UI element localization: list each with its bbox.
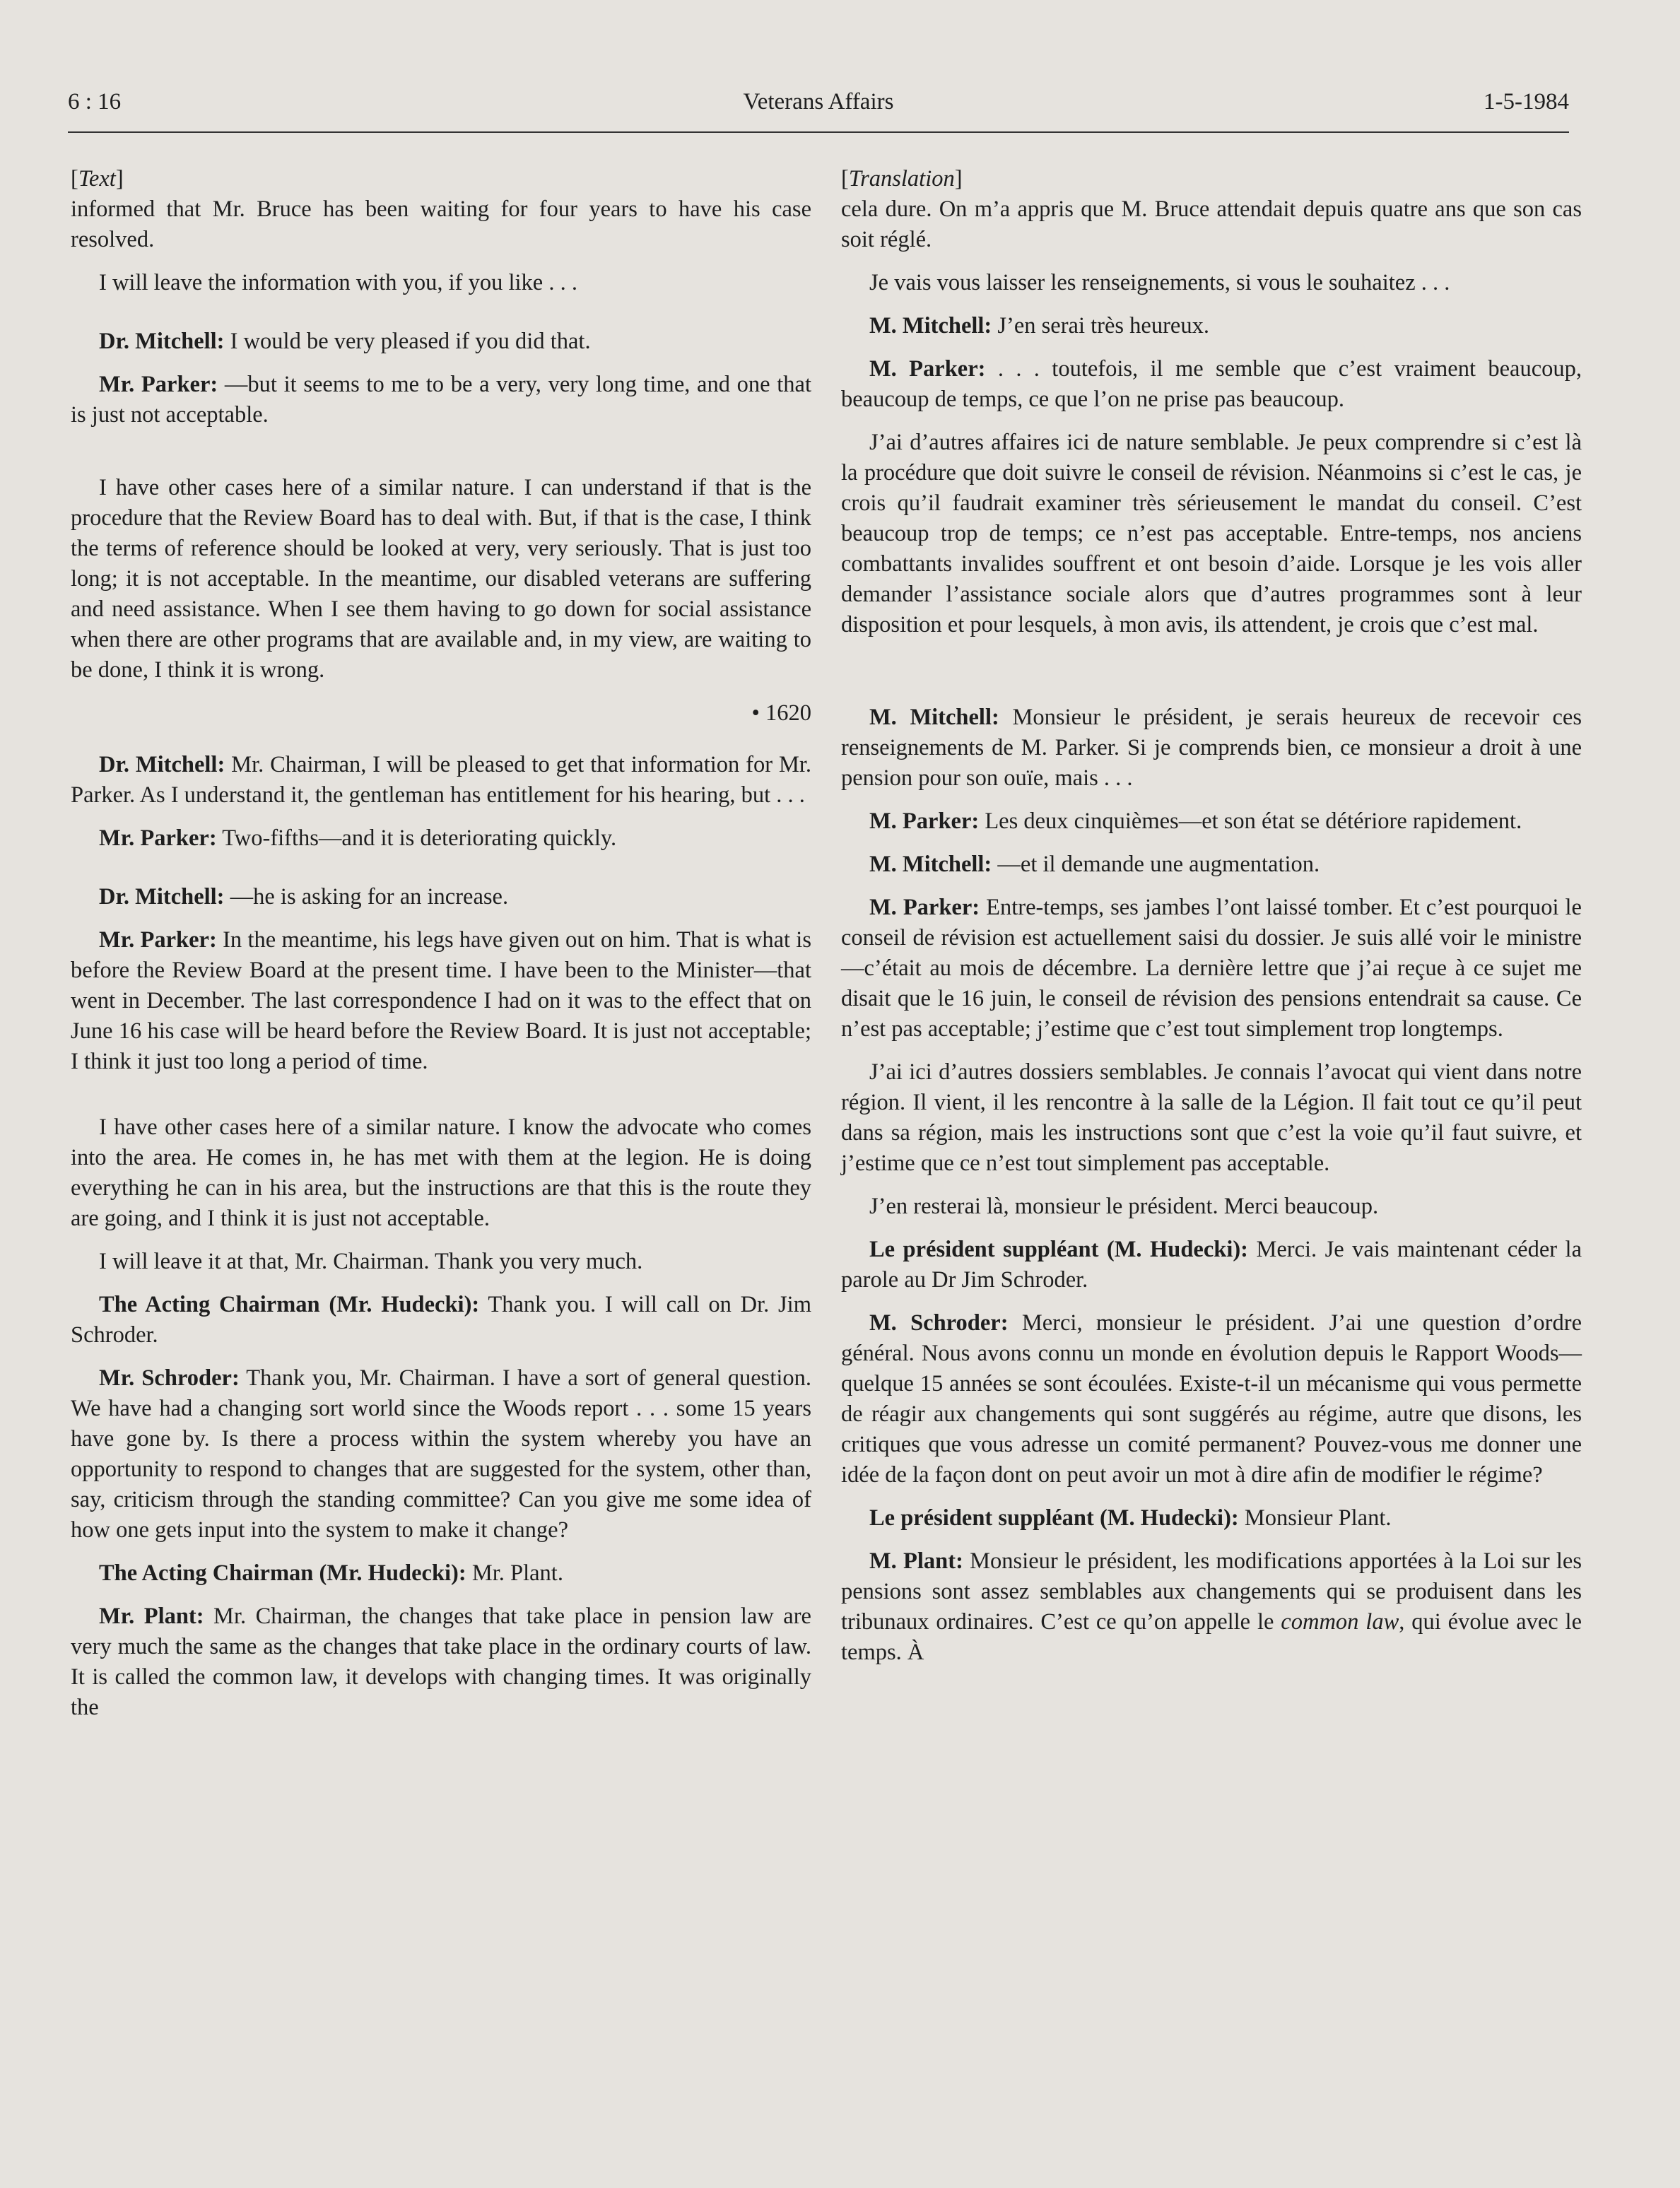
speaker-name: M. Mitchell: <box>869 705 999 730</box>
speaker-name: Mr. Schroder: <box>99 1365 240 1391</box>
speaker-name: Dr. Mitchell: <box>99 884 225 910</box>
speaker-name: M. Parker: <box>869 808 980 834</box>
paragraph: I will leave the information with you, if you like . . . <box>99 270 577 295</box>
section-label: [Translation] <box>841 166 963 192</box>
paragraph: Dr. Mitchell: —he is asking for an increase. <box>99 884 509 910</box>
paragraph: Le président suppléant (M. Hudecki): Merci. Je vais maintenant céder la parole au Dr Jim Schroder. <box>841 1237 1582 1293</box>
paragraph: The Acting Chairman (Mr. Hudecki): Thank you. I will call on Dr. Jim Schroder. <box>71 1292 811 1348</box>
paragraph: J’ai d’autres affaires ici de nature semblable. Je peux comprendre si c’est là la procédure que doit suivre le conseil de révision. Néanmoins si c’est le cas, je crois qu’il faudrait examiner très sérieusement le mandat du conseil. C’est beaucoup trop de temps; ce n’est pas acceptable. Entre-temps, nos anciens combattants invalides souffrent et ont besoin d’aide. Lorsque je les vois aller demander l’assistance sociale alors que d’autres programmes sont à leur disposition et pour lesquels, à mon avis, ils attendent, je crois que c’est mal. <box>841 430 1582 637</box>
paragraph: M. Schroder: Merci, monsieur le président. J’ai une question d’ordre général. Nous avons connu un monde en évolution depuis le Rapport Woods—quelque 15 années se sont écoulées. Existe-t-il un mécanisme qui vous permette de réagir aux changements qui sont suggérés au régime, autre que disons, les critiques que vous adresse un comité permanent? Pouvez-vous me donner une idée de la façon dont on peut avoir un mot à dire afin de modifier le régime? <box>841 1310 1582 1488</box>
paragraph: The Acting Chairman (Mr. Hudecki): Mr. Plant. <box>99 1560 563 1586</box>
speaker-name: M. Plant: <box>869 1548 963 1574</box>
paragraph: M. Parker: . . . toutefois, il me semble que c’est vraiment beaucoup, beaucoup de temps, ce que l’on ne prise pas beaucoup. <box>841 356 1582 412</box>
french-column <box>841 164 1582 1681</box>
english-column <box>71 164 811 1736</box>
paragraph: M. Plant: Monsieur le président, les modifications apportées à la Loi sur les pensions sont assez semblables aux changements qui se produisent dans les tribunaux ordinaires. C’est ce qu’on appelle le common law, qui évolue avec le temps. À <box>841 1548 1582 1665</box>
speaker-name: M. Parker: <box>869 895 980 920</box>
speaker-name: Mr. Parker: <box>99 927 217 953</box>
speaker-name: Mr. Plant: <box>99 1604 204 1629</box>
paragraph: Mr. Parker: Two-fifths—and it is deteriorating quickly. <box>99 825 617 851</box>
paragraph: Le président suppléant (M. Hudecki): Monsieur Plant. <box>869 1505 1392 1531</box>
paragraph: Mr. Parker: In the meantime, his legs have given out on him. That is what is before the Review Board at the present time. I have been to the Minister—that went in December. The last correspondence I had on it was to the effect that on June 16 his case will be heard before the Review Board. It is just not acceptable; I think it just too long a period of time. <box>71 927 811 1074</box>
page-header <box>68 83 1569 134</box>
time-marker: • 1620 <box>751 700 811 726</box>
speaker-name: M. Schroder: <box>869 1310 1009 1336</box>
speaker-name: M. Mitchell: <box>869 852 992 877</box>
paragraph: Dr. Mitchell: I would be very pleased if you did that. <box>99 329 591 354</box>
paragraph: I will leave it at that, Mr. Chairman. Thank you very much. <box>99 1249 643 1274</box>
speaker-name: Le président suppléant (M. Hudecki): <box>869 1237 1248 1262</box>
paragraph: M. Parker: Entre-temps, ses jambes l’ont laissé tomber. Et c’est pourquoi le conseil de révision est actuellement saisi du dossier. Je suis allé voir le ministre—c’était au mois de décembre. La dernière lettre que j’ai reçue à ce sujet me disait que le 16 juin, le conseil de révision des pensions entendrait sa cause. Ce n’est pas acceptable; j’estime que c’est tout simplement trop longtemps. <box>841 895 1582 1042</box>
speaker-name: The Acting Chairman (Mr. Hudecki): <box>99 1560 466 1586</box>
paragraph: Je vais vous laisser les renseignements, si vous le souhaitez . . . <box>869 270 1450 295</box>
paragraph: Mr. Parker: —but it seems to me to be a very, very long time, and one that is just not acceptable. <box>71 372 811 428</box>
paragraph: I have other cases here of a similar nature. I know the advocate who comes into the area. He comes in, he has met with them at the legion. He is doing everything he can in his area, but the instructions are that this is the route they are going, and I think it is just not acceptable. <box>71 1114 811 1231</box>
header-date: 1-5-1984 <box>1484 89 1569 114</box>
header-rule <box>68 131 1569 133</box>
speaker-name: Dr. Mitchell: <box>99 329 225 354</box>
paragraph: cela dure. On m’a appris que M. Bruce attendait depuis quatre ans que son cas soit réglé. <box>841 196 1582 252</box>
paragraph: M. Mitchell: —et il demande une augmentation. <box>869 852 1320 877</box>
speaker-name: The Acting Chairman (Mr. Hudecki): <box>99 1292 480 1317</box>
paragraph: Dr. Mitchell: Mr. Chairman, I will be pleased to get that information for Mr. Parker. As I understand it, the gentleman has entitlement for his hearing, but . . . <box>71 752 812 808</box>
speaker-name: Le président suppléant (M. Hudecki): <box>869 1505 1239 1531</box>
speaker-name: M. Mitchell: <box>869 313 992 339</box>
paragraph: M. Mitchell: J’en serai très heureux. <box>869 313 1209 339</box>
speaker-name: Dr. Mitchell: <box>99 752 225 777</box>
paragraph: J’en resterai là, monsieur le président. Merci beaucoup. <box>869 1194 1379 1219</box>
paragraph: M. Mitchell: Monsieur le président, je serais heureux de recevoir ces renseignements de M. Parker. Si je comprends bien, ce monsieur a droit à une pension pour son ouïe, mais . . . <box>841 705 1582 791</box>
paragraph: M. Parker: Les deux cinquièmes—et son état se détériore rapidement. <box>869 808 1522 834</box>
speaker-name: Mr. Parker: <box>99 372 218 397</box>
section-label: [Text] <box>71 166 124 192</box>
paragraph: J’ai ici d’autres dossiers semblables. Je connais l’avocat qui vient dans notre région. Il vient, il les rencontre à la salle de la Légion. Il fait tout ce qu’il peut dans sa région, mais les instructions sont que c’est la voie qu’il faut suivre, et j’estime que ce n’est tout simplement pas acceptable. <box>841 1059 1582 1176</box>
page-number: 6 : 16 <box>68 89 122 114</box>
paragraph: Mr. Schroder: Thank you, Mr. Chairman. I have a sort of general question. We have had a changing sort world since the Woods report . . . some 15 years have gone by. Is there a process within the system whereby you have an opportunity to respond to changes that are suggested for the system, other than, say, criticism through the standing committee? Can you give me some idea of how one gets input into the system to make it change? <box>71 1365 811 1543</box>
speaker-name: Mr. Parker: <box>99 825 217 851</box>
paragraph: informed that Mr. Bruce has been waiting for four years to have his case resolved. <box>71 196 811 252</box>
running-title: Veterans Affairs <box>743 89 894 114</box>
speaker-name: M. Parker: <box>869 356 986 382</box>
paragraph: I have other cases here of a similar nature. I can understand if that is the procedure that the Review Board has to deal with. But, if that is the case, I think the terms of reference should be looked at very, very seriously. That is just too long; it is not acceptable. In the meantime, our disabled veterans are suffering and need assistance. When I see them having to go down for social assistance when there are other programs that are available and, in my view, are waiting to be done, I think it is wrong. <box>71 475 811 683</box>
paragraph: Mr. Plant: Mr. Chairman, the changes that take place in pension law are very much the same as the changes that take place in the ordinary courts of law. It is called the common law, it develops with changing times. It was originally the <box>71 1604 811 1720</box>
